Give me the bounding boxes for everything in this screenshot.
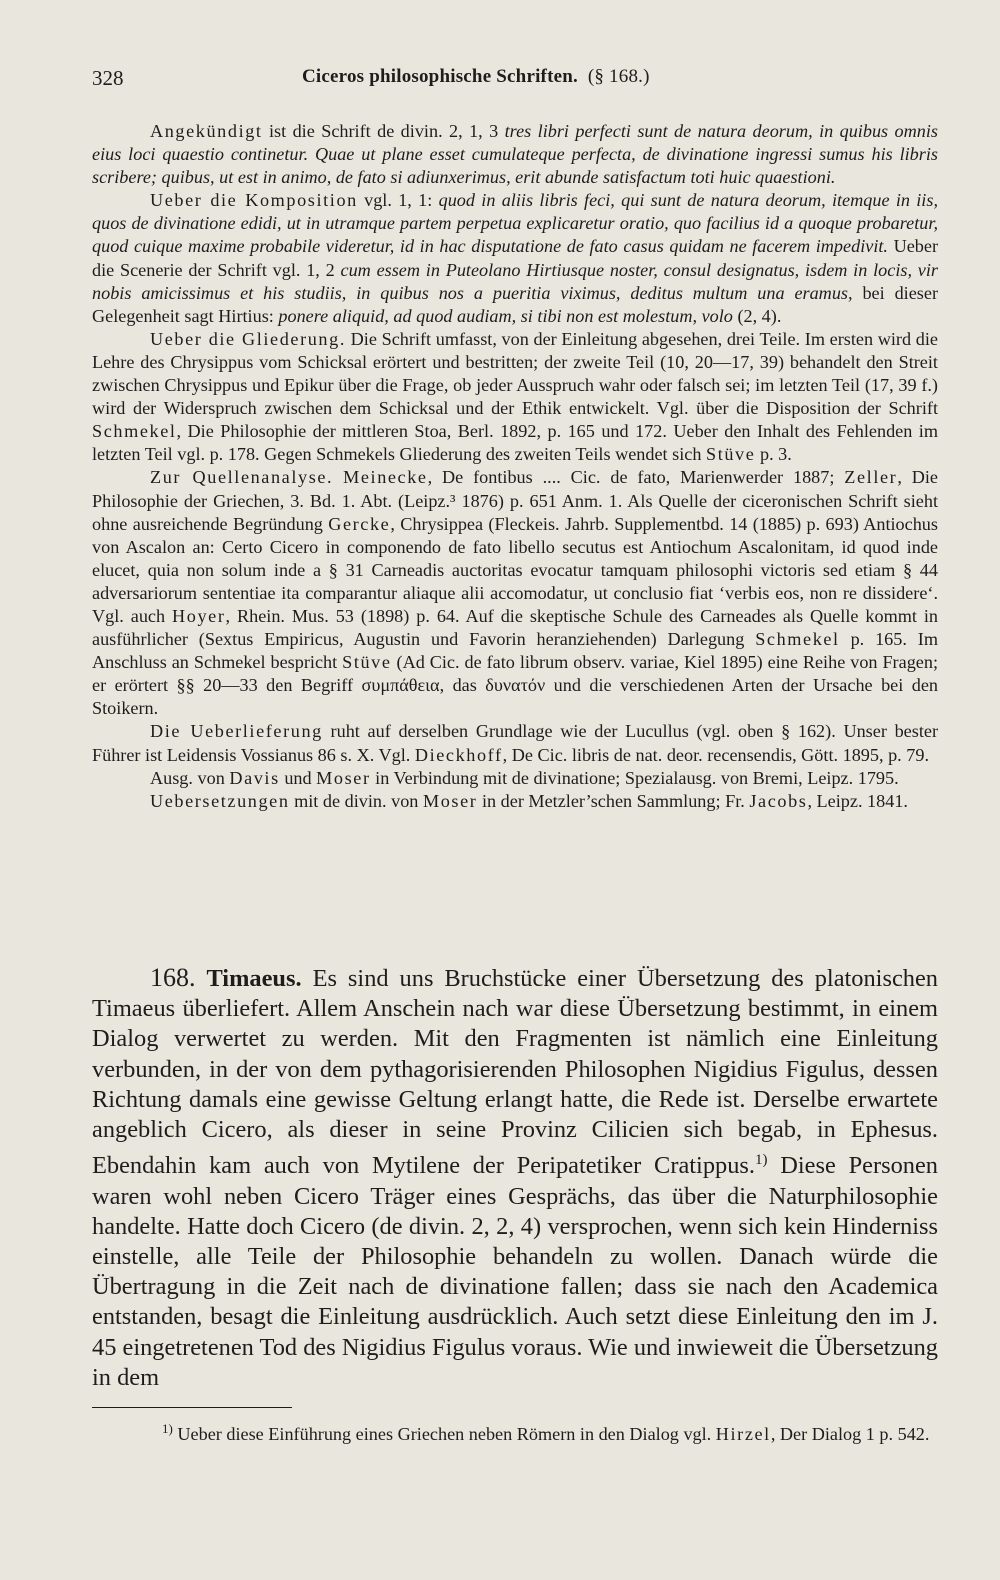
paragraph-label: Angekündigt <box>150 121 263 141</box>
paragraph-angekuendigt: Angekündigt ist die Schrift de divin. 2, 1, 3 tres libri perfecti sunt de natura deorum, in quibus omnis eius loci quaestio continetur. Quae ut plane esset cumulateque perfecta, de divinatione ingressi sumus his libris scribere; quibus, ut est in animo, de fato si adiunxerimus, erit abunde satisfactum toti huic quaestioni. <box>92 121 938 188</box>
latin-quote: ponere aliquid, ad quod audiam, si tibi non est molestum, volo <box>278 305 733 326</box>
author-name: Jacobs <box>749 790 808 811</box>
paragraph-ueberlieferung: Die Ueberlieferung ruht auf derselben Grundlage wie der Lucullus (vgl. oben § 162). Unser bester Führer ist Leidensis Vossianus 86 s. X. Vgl. Dieckhoff, De Cic. libris de nat. deor. recensendis, Gött. 1895, p. 79. <box>92 721 939 765</box>
paragraph-label: Zur Quellenanalyse. <box>150 467 334 488</box>
main-text <box>92 963 938 1393</box>
section-body: Es sind uns Bruchstücke einer Übersetzung des platonischen Timaeus überliefert. Allem Anschein nach war diese Übersetzung bestimmt, in einem Dialog verwertet zu werden. Mit den Fragmenten ist nämlich eine Einleitung verbunden, in der von dem pythagorisierenden Philosophen Nigidius Figulus, dessen Richtung damals eine gewisse Geltung erlangt hatte, die Rede ist. Derselbe erwartete angeblich Cicero, als dieser in seine Provinz Cilicien sich begab, in Ephesus. Ebendahin kam auch von Mytilene der Peripatetiker Cratippus. <box>92 965 938 1180</box>
latin-quote: tres libri perfecti sunt de natura deorum, in quibus omnis eius loci quaestio continetur. Quae ut plane esset cumulateque perfecta, de divinatione ingressi sumus his libris scribere; quibus, ut est in animo, de fato si adiunxerimus, erit abunde satisfactum toti huic quaestioni. <box>92 121 938 188</box>
paragraph-label: Die Ueberlieferung <box>150 721 323 742</box>
paragraph-label: Uebersetzungen <box>150 790 290 811</box>
footnote: $^{1)}$ Ueber diese Einführung eines Griechen neben Römern in den Dialog vgl. Hirzel, Der Dialog 1 p. 542. <box>162 1421 930 1445</box>
latin-quote: cum essem in Puteolano Hirtiusque noster, consul designatus, isdem in locis, vir nobis amicissimus et his studiis, in quibus nos a pueritia viximus, deditus multum una eramus, <box>92 259 938 303</box>
paragraph-label: Ausg. <box>150 767 193 788</box>
paragraph-ausgaben: Ausg. von Davis und Moser in Verbindung mit de divinatione; Spezialausg. von Bremi, Leipz. 1795. <box>150 767 899 788</box>
paragraph-label: Ueber die Gliederung. <box>150 328 346 349</box>
author-name: Gercke <box>328 513 391 534</box>
paragraph-quellenanalyse: Zur Quellenanalyse. Meinecke, De fontibus .... Cic. de fato, Marienwerder 1887; Zeller, Die Philosophie der Griechen, 3. Bd. 1. Abt. (Leipz.³ 1876) p. 651 Anm. 1. Als Quelle der ciceronischen Schrift sieht ohne ausreichende Begründung Gercke, Chrysippea (Fleckeis. Jahrb. Supplementbd. 14 (1885) p. 693) Antiochus von Ascalon an: Certo Cicero in componendo de fato libello secutus est Antiochum Ascalonitam, id quod inde elucet, quia non solum inde a § 31 Carneadis auctoritas evocatur tamquam philosophi victoris sed etiam § 44 adversariorum sententiae ita comparantur aliaque alii accomodatur, ut conclusio fiat ‘verbis eos, non re dissidere‘. Vgl. auch Hoyer, Rhein. Mus. 53 (1898) p. 64. Auf die skeptische Schule des Carneades als Quelle kommt in ausführlicher (Sextus Empiricus, Augustin und Favorin heranziehenden) Darlegung Schmekel p. 165. Im Anschluss an Schmekel bespricht Stüve (Ad Cic. de fato librum observ. variae, Kiel 1895) eine Reihe von Fragen; er erörtert §§ 20—33 den Begriff συμπάθεια, das δυνατόν und die verschiedenen Arten der Ursache bei den Stoikern. <box>92 467 939 719</box>
section-168-paragraph <box>92 963 938 1393</box>
paragraph-label: Ueber die Komposition <box>150 190 358 211</box>
author-name: Zeller <box>844 467 898 488</box>
running-title-text: Ciceros philosophische Schriften. <box>302 66 578 87</box>
footnote-reference: 1) <box>755 1152 768 1169</box>
author-name: Schmekel <box>755 629 840 650</box>
small-print-notes <box>92 120 938 813</box>
paragraph-komposition: Ueber die Komposition vgl. 1, 1: quod in aliis libris feci, qui sunt de natura deorum, itemque in iis, quos de divinatione edidi, ut in utramque partem perpetua explicaretur oratio, quo facilius id a quoque probaretur, quod cuique maxime probabile videretur, id in hac disputatione de fato casus quidam ne facerem impedivit. Ueber die Scenerie der Schrift vgl. 1, 2 cum essem in Puteolano Hirtiusque noster, consul designatus, isdem in locis, vir nobis amicissimus et his studiis, in quibus nos a pueritia viximus, deditus multum una eramus, bei dieser Gelegenheit sagt Hirtius: ponere aliquid, ad quod audiam, si tibi non est molestum, volo (2, 4). <box>92 190 938 326</box>
paragraph-uebersetzungen: Uebersetzungen mit de divin. von Moser in der Metzler’schen Sammlung; Fr. Jacobs, Leipz. 1841. <box>150 790 908 811</box>
author-name: Moser <box>316 767 371 788</box>
author-name: Dieckhoff <box>414 744 503 765</box>
running-title <box>302 66 650 88</box>
section-body-continued: Diese Personen waren wohl neben Cicero Träger eines Gesprächs, das über die Naturphilosophie handelte. Hatte doch Cicero (de divin. 2, 2, 4) versprochen, wenn sich kein Hinderniss einstelle, alle Teile der Philosophie behandeln zu wollen. Danach würde die Übertragung in die Zeit nach de divinatione fallen; dass sie nach den Academica entstanden, besagt die Einleitung ausdrücklich. Auch setzt diese Einleitung den im J. 45 eingetretenen Tod des Nigidius Figulus voraus. Wie und inwieweit die Übersetzung in dem <box>92 1152 938 1391</box>
section-number: 168. <box>150 963 196 992</box>
author-name: Stüve <box>706 444 756 465</box>
page-number: 328 <box>92 66 124 90</box>
author-name: Hoyer <box>172 605 226 626</box>
author-name: Schmekel <box>92 421 177 442</box>
section-title: Timaeus. <box>206 965 302 992</box>
author-name: Hirzel <box>715 1424 771 1445</box>
author-name: Davis <box>229 767 280 788</box>
paragraph-gliederung: Ueber die Gliederung. Die Schrift umfasst, von der Einleitung abgesehen, drei Teile. Im ersten wird die Lehre des Chrysippus vom Schicksal erörtert und bestritten; der zweite Teil (10, 20—17, 39) behandelt den Streit zwischen Chrysippus und Epikur über die Frage, ob jeder Ausspruch wahr oder falsch sei; im letzten Teil (17, 39 f.) wird der Widerspruch zwischen dem Schicksal und der Ethik entwickelt. Vgl. über die Disposition der Schrift Schmekel, Die Philosophie der mittleren Stoa, Berl. 1892, p. 165 und 172. Ueber den Inhalt des Fehlenden im letzten Teil vgl. p. 178. Gegen Schmekels Gliederung des zweiten Teils wendet sich Stüve p. 3. <box>92 328 938 465</box>
footnote-mark: 1) <box>162 1421 173 1436</box>
author-name: Stüve <box>342 652 392 673</box>
author-name: Meinecke <box>343 467 428 488</box>
author-name: Moser <box>422 790 478 811</box>
page-header <box>92 66 934 96</box>
latin-quote: quod in aliis libris feci, qui sunt de natura deorum, itemque in iis, quos de divinatione edidi, ut in utramque partem perpetua explicaretur oratio, quo facilius id a quoque probaretur, quod cuique maxime probabile videretur, id in hac disputatione de fato casus quidam ne facerem impedivit. <box>92 190 938 257</box>
section-reference: (§ 168.) <box>587 66 650 87</box>
footnote-divider <box>92 1407 292 1408</box>
